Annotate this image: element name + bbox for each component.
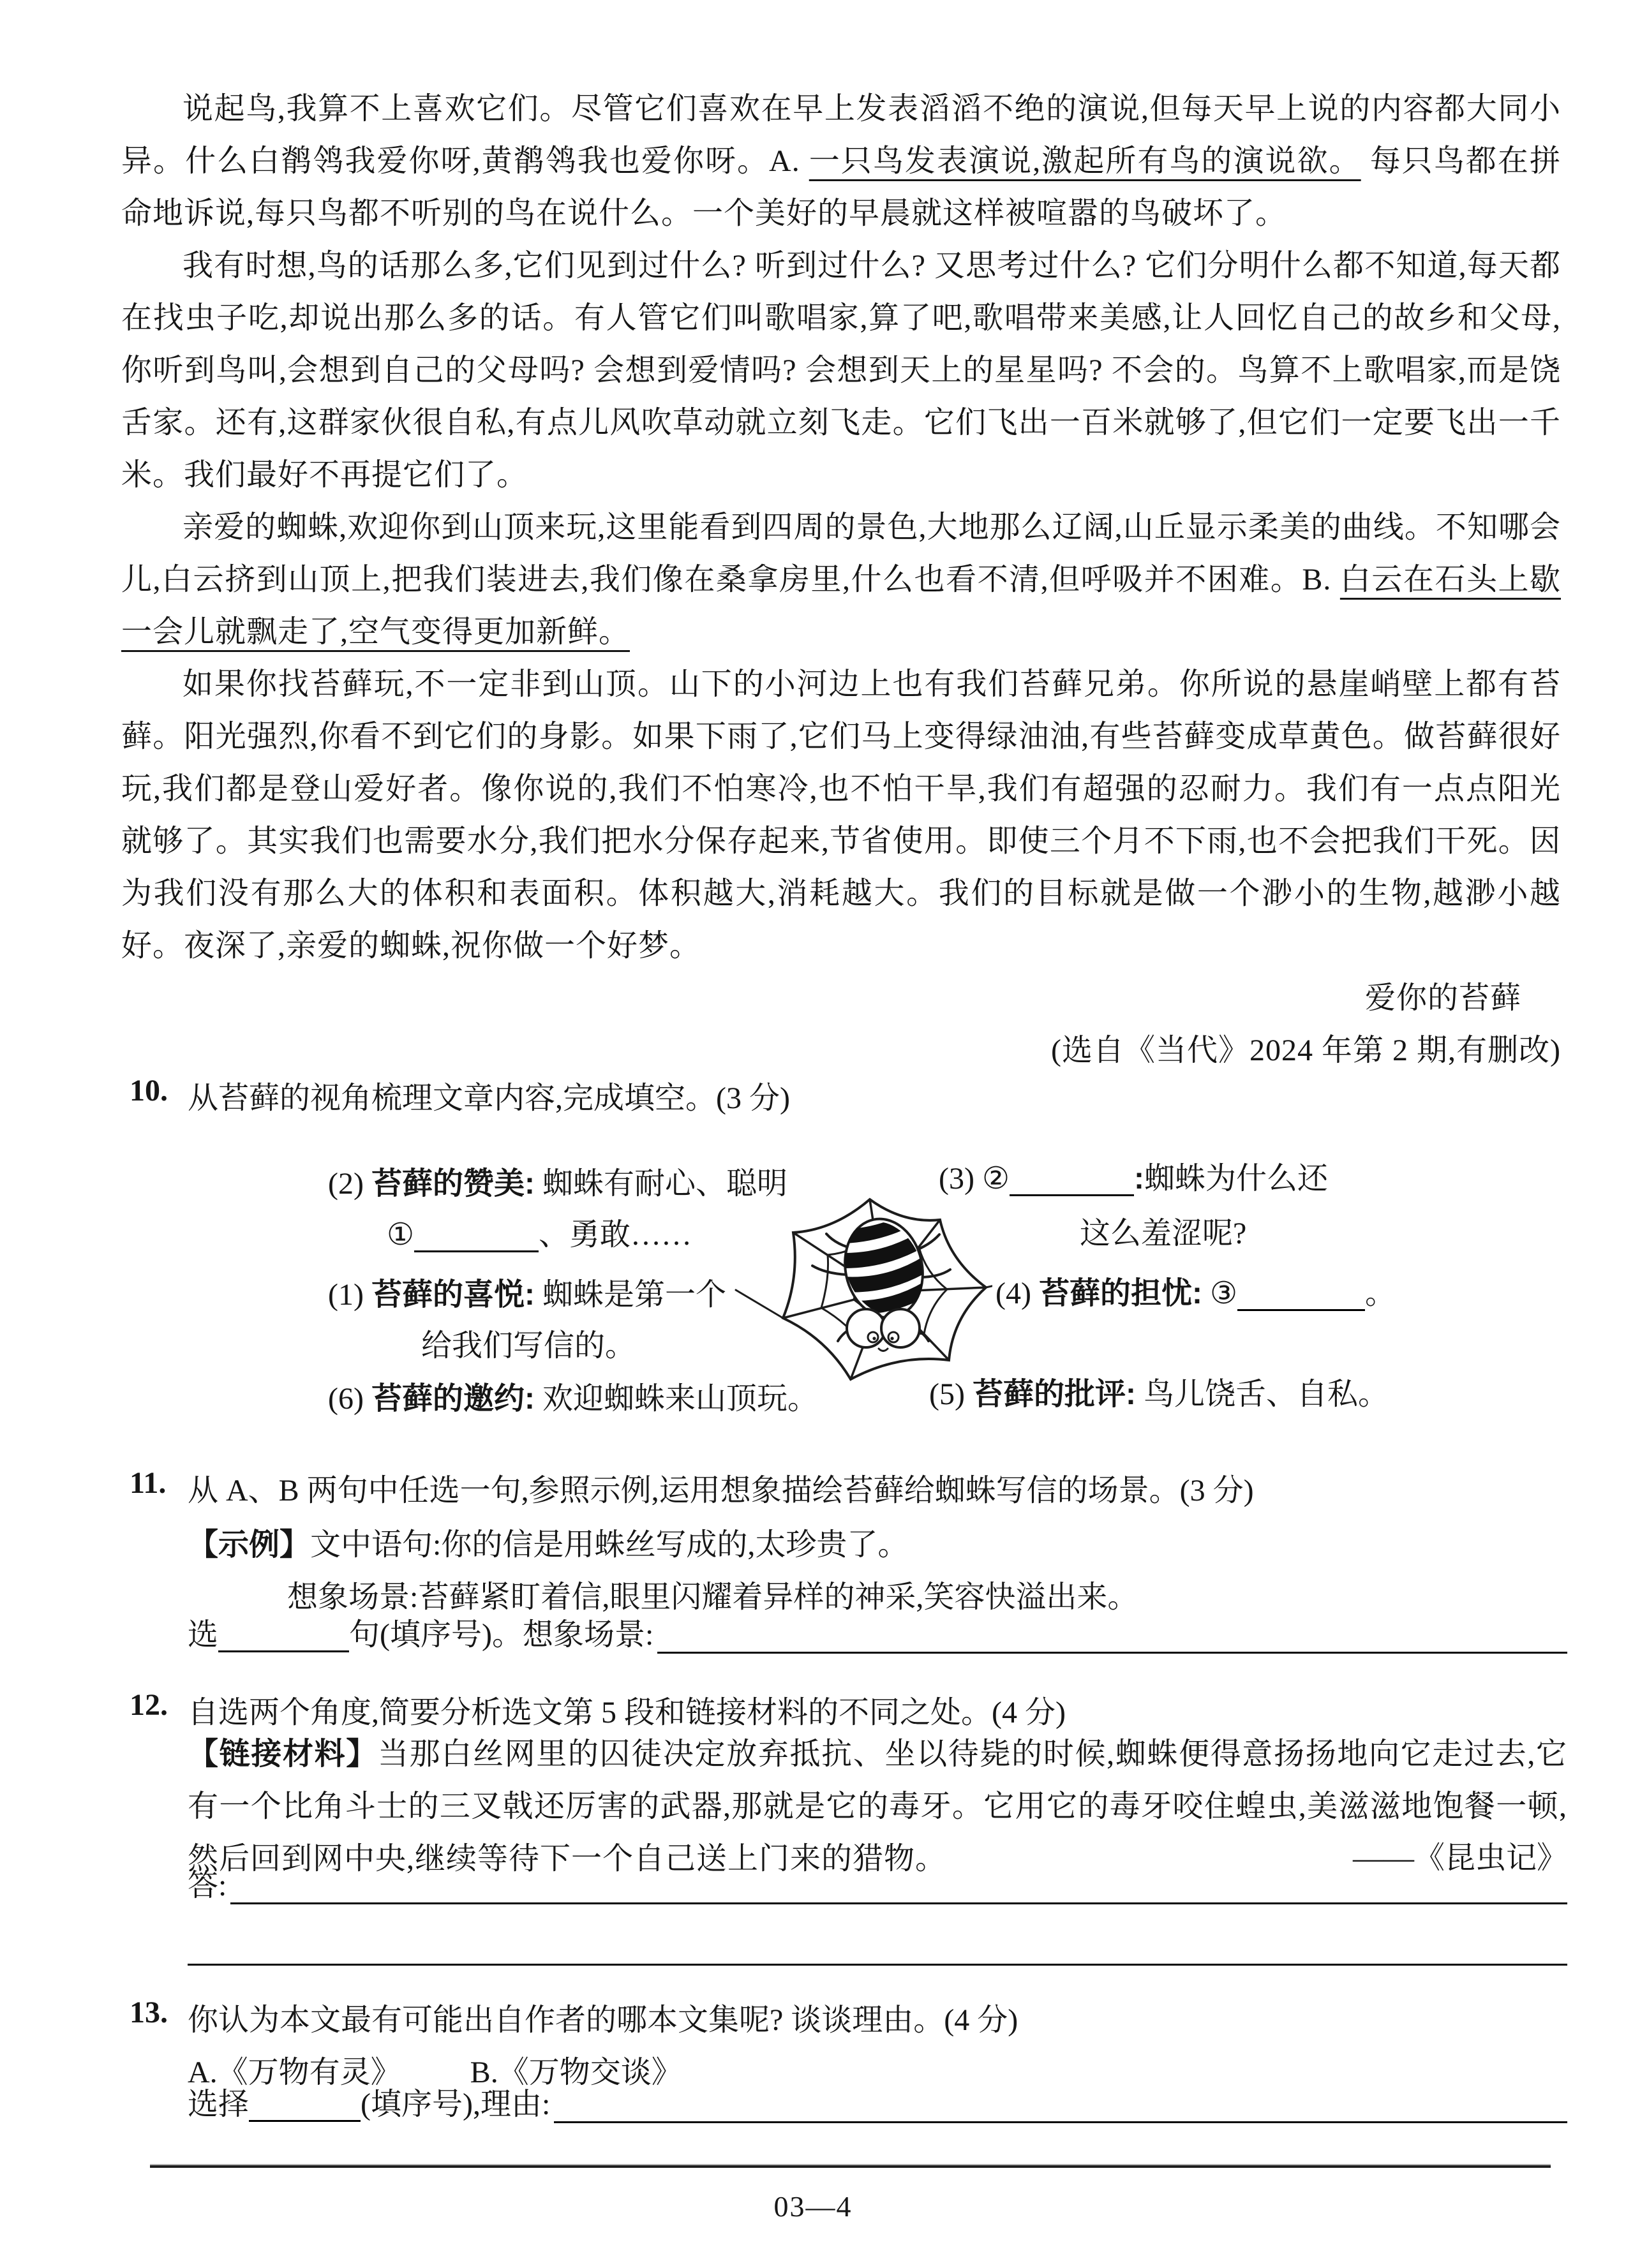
question-13-number: 13. <box>130 1996 168 2029</box>
q12-answer-rule-1 <box>230 1897 1567 1904</box>
diagram-item-1-text2: 给我们写信的。 <box>421 1329 636 1363</box>
material-source: ——《昆虫记》 <box>1352 1841 1567 1875</box>
diagram-item-4-period: 。 <box>1365 1277 1396 1310</box>
question-12-prompt: 自选两个角度,简要分析选文第 5 段和链接材料的不同之处。(4 分) <box>188 1696 1066 1730</box>
footer-divider <box>150 2164 1551 2168</box>
question-10-number: 10. <box>130 1074 168 1108</box>
answer-blank-2 <box>1010 1194 1134 1196</box>
material-text: 当那白丝网里的囚徒决定放弃抵抗、坐以待毙的时候,蜘蛛便得意扬扬地向它走过去,它有一个比角斗士的三叉戟还厉害的武器,那就是它的毒牙。它用它的毒牙咬住蝗虫,美滋滋地饱餐一顿,然后回到网中央,继续等待下一个自己送上门来的猎物。 <box>188 1737 1567 1876</box>
diagram-item-6-label: 苔藓的邀约: <box>371 1382 535 1416</box>
q11-answer-mid: 句(填序号)。想象场景: <box>349 1618 654 1652</box>
diagram-item-4 <box>996 1275 1396 1313</box>
diagram-item-1-num: (1) <box>328 1278 364 1312</box>
answer-blank-1 <box>414 1250 539 1252</box>
q13-answer-pre: 选择 <box>188 2087 250 2121</box>
diagram-item-1-label: 苔藓的喜悦: <box>371 1278 535 1312</box>
example-scene: 想象场景:苔藓紧盯着信,眼里闪耀着异样的神采,笑容快溢出来。 <box>287 1580 1138 1614</box>
diagram-item-3 <box>939 1160 1328 1198</box>
page-number: 03—4 <box>773 2190 853 2223</box>
passage-paragraph-1 <box>121 83 1561 240</box>
circled-number-3: ③ <box>1209 1277 1237 1310</box>
diagram-item-4-num: (4) <box>996 1277 1031 1310</box>
diagram-item-1-text: 蜘蛛是第一个 <box>542 1278 726 1312</box>
underlined-sentence-a: 一只鸟发表演说,激起所有鸟的演说欲。 <box>809 144 1361 178</box>
diagram-item-5-label: 苔藓的批评: <box>972 1377 1136 1411</box>
question-11-prompt: 从 A、B 两句中任选一句,参照示例,运用想象描绘苔藓给蜘蛛写信的场景。(3 分) <box>188 1474 1254 1508</box>
q11-choice-blank <box>218 1650 349 1652</box>
q12-answer-line <box>188 1866 1567 1904</box>
diagram-item-2-text: 蜘蛛有耐心、聪明 <box>542 1167 787 1201</box>
material-label: 【链接材料】 <box>188 1737 378 1771</box>
diagram-item-2 <box>328 1165 787 1203</box>
diagram-item-2-label: 苔藓的赞美: <box>371 1167 535 1201</box>
circled-number-2: ② <box>981 1162 1010 1196</box>
diagram-item-5 <box>929 1375 1389 1414</box>
diagram-item-6-text: 欢迎蜘蛛来山顶玩。 <box>542 1382 818 1416</box>
question-10-prompt: 从苔藓的视角梳理文章内容,完成填空。(3 分) <box>188 1081 790 1115</box>
example-sentence: 文中语句:你的信是用蛛丝写成的,太珍贵了。 <box>310 1528 909 1562</box>
q11-answer-pre: 选 <box>188 1618 219 1652</box>
paragraph-3-text: 亲爱的蜘蛛,欢迎你到山顶来玩,这里能看到四周的景色,大地那么辽阔,山丘显示柔美的曲线。不知哪会儿,白云挤到山顶上,把我们装进去,我们像在桑拿房里,什么也看不清,但呼吸并不困难。B. <box>121 510 1561 597</box>
passage-paragraph-2: 我有时想,鸟的话那么多,它们见到过什么? 听到过什么? 又思考过什么? 它们分明什么都不知道,每天都在找虫子吃,却说出那么多的话。有人管它们叫歌唱家,算了吧,歌唱带来美感,让人回忆自己的故乡和父母,你听到鸟叫,会想到自己的父母吗? 会想到爱情吗? 会想到天上的星星吗? 不会的。鸟算不上歌唱家,而是饶舌家。还有,这群家伙很自私,有点儿风吹草动就立刻飞走。它们飞出一百米就够了,但它们一定要飞出一千米。我们最好不再提它们了。 <box>121 249 1561 492</box>
q11-answer-line <box>188 1615 1567 1654</box>
question-13-prompt: 你认为本文最有可能出自作者的哪本文集呢? 谈谈理由。(4 分) <box>188 2003 1018 2037</box>
q11-scene-answer-line <box>657 1646 1567 1654</box>
answer-blank-3 <box>1237 1309 1365 1311</box>
passage-source: (选自《当代》2024 年第 2 期,有删改) <box>1051 1034 1561 1067</box>
q11-example-line1 <box>188 1519 908 1571</box>
diagram-item-2-line2 <box>387 1216 692 1254</box>
q13-reason-answer-line <box>554 2116 1567 2123</box>
passage-paragraph-4: 如果你找苔藓玩,不一定非到山顶。山下的小河边上也有我们苔藓兄弟。你所说的悬崖峭壁上都有苔藓。阳光强烈,你看不到它们的身影。如果下雨了,它们马上变得绿油油,有些苔藓变成草黄色。做苔藓很好玩,我们都是登山爱好者。像你说的,我们不怕寒冷,也不怕干旱,我们有超强的忍耐力。我们有一点点阳光就够了。其实我们也需要水分,我们把水分保存起来,节省使用。即使三个月不下雨,也不会把我们干死。因为我们没有那么大的体积和表面积。体积越大,消耗越大。我们的目标就是做一个渺小的生物,越渺小越好。夜深了,亲爱的蜘蛛,祝你做一个好梦。 <box>121 667 1561 963</box>
q13-option-b: B.《万物交谈》 <box>470 2056 682 2089</box>
q12-answer-label: 答: <box>188 1869 227 1902</box>
passage-paragraph-3 <box>121 501 1561 658</box>
q13-answer-line <box>188 2085 1567 2123</box>
q13-option-a: A.《万物有灵》 <box>188 2056 401 2089</box>
diagram-item-2-num: (2) <box>328 1167 364 1201</box>
letter-signature: 爱你的苔藓 <box>1364 981 1521 1015</box>
diagram-item-6 <box>328 1380 818 1418</box>
reading-passage <box>121 83 1561 1077</box>
diagram-item-1 <box>328 1276 726 1314</box>
diagram-item-5-text: 鸟儿饶舌、自私。 <box>1143 1377 1389 1411</box>
diagram-item-6-num: (6) <box>328 1382 364 1416</box>
diagram-item-4-label: 苔藓的担忧: <box>1038 1277 1202 1310</box>
question-11-number: 11. <box>130 1466 167 1500</box>
diagram-item-2-text2: 、勇敢…… <box>539 1218 692 1252</box>
diagram-item-1-line2 <box>421 1327 636 1365</box>
diagram-item-3-line2 <box>1080 1215 1246 1253</box>
underlined-sentence-b: 白云在石头上歇一会儿就飘走了,空气变得更加新鲜。 <box>121 563 1561 649</box>
spider-web-icon <box>734 1193 992 1384</box>
question-12-number: 12. <box>130 1688 168 1722</box>
diagram-item-5-num: (5) <box>929 1377 965 1411</box>
q13-answer-mid: (填序号),理由: <box>361 2087 551 2121</box>
paragraph-1-rest: 每只鸟都在拼命地诉说,每只鸟都不听别的鸟在说什么。一个美好的早晨就这样被喧嚣的鸟破坏了。 <box>121 144 1561 230</box>
q13-choice-blank <box>249 2120 361 2122</box>
paragraph-1-text: 说起鸟,我算不上喜欢它们。尽管它们喜欢在早上发表滔滔不绝的演说,但每天早上说的内容都大同小异。什么白鹡鸰我爱你呀,黄鹡鸰我也爱你呀。A. <box>121 92 1561 178</box>
diagram-item-3-text: 蜘蛛为什么还 <box>1144 1162 1328 1196</box>
circled-number-1: ① <box>387 1218 415 1252</box>
diagram-item-3-num: (3) <box>939 1162 974 1196</box>
diagram-item-3-text2: 这么羞涩呢? <box>1080 1217 1247 1250</box>
diagram-item-3-colon: : <box>1134 1162 1144 1196</box>
q12-answer-rule-2 <box>188 1964 1567 1966</box>
example-label: 【示例】 <box>188 1528 311 1562</box>
